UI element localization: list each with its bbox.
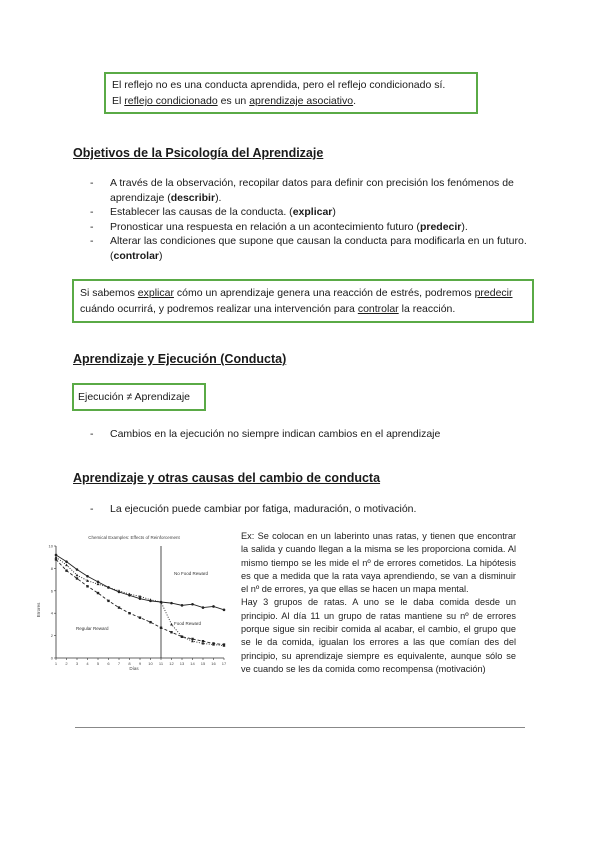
list-item: - Establecer las causas de la conducta. (explicar) [90,206,336,218]
underlined-term: reflejo condicionado [124,95,218,107]
x-tick-label: 2 [65,661,68,666]
data-point [118,606,120,608]
data-point [160,627,162,629]
data-point [107,600,109,602]
x-tick-label: 16 [211,661,216,666]
data-point [86,575,89,578]
list-item: - A través de la observación, recopilar datos para definir con precisión los fenómenos de aprendizaje (describir). [90,177,514,204]
chart-title: Chemical Examples: Effects of Reinforcement [88,535,180,540]
series-line-1 [56,555,224,610]
data-point [170,623,173,626]
x-tick-label: 17 [221,661,227,666]
divider [75,727,525,728]
data-point [55,558,57,560]
data-point [212,605,215,608]
data-point [202,606,205,609]
y-tick-label: 10 [48,543,53,549]
data-point [128,612,130,614]
data-point [86,585,88,587]
otras-causas-list [90,502,530,517]
section-title-otras-causas: Aprendizaje y otras causas del cambio de conducta [73,471,381,485]
x-tick-label: 10 [148,661,153,666]
learning-chart [34,530,234,695]
x-tick-label: 3 [75,661,79,666]
series-label-no-food: No Food Reward [174,571,209,576]
x-tick-label: 5 [96,661,100,666]
list-item: - La ejecución puede cambiar por fatiga, maduración, o motivación. [90,503,417,515]
example-paragraph-2: Hay 3 grupos de ratas. A uno se le daba comida desde un principio. Al día 11 un grupo de ratas mantiene su nº de errores porque sigue sin recibir comida al acabar, el cambio, el grupo que se le da comida, igualan los errores a las que comían des del principio, su aprendizaje siempre es equivalente, aunque sólo se ve cuando se les da comida como recompensa (motivación) [241,597,516,674]
data-point [191,603,194,606]
example-paragraph-1: Ex: Se colocan en un laberinto unas ratas, y tienen que encontrar la salida y cuando llegan a la misma se les proporciona comida. Al mismo tiempo se les mide el nº de errores cometidos. La hipótesis es que a medida que la rata vaya aprendiendo, se van a disminuir el nº de errores, ya que ellas se hacen un mapa mental. [241,531,516,595]
data-point [118,589,121,592]
y-tick-label: 4 [50,610,53,616]
example-text [241,530,516,676]
x-tick-label: 7 [117,661,121,666]
x-tick-label: 11 [158,661,164,666]
data-point [97,583,100,586]
y-tick-label: 2 [50,633,53,639]
x-tick-label: 15 [200,661,206,666]
data-point [97,592,99,594]
data-point [76,574,79,577]
ejecucion-box: Ejecución ≠ Aprendizaje [72,383,206,411]
data-point [170,602,173,605]
series-label-regular: Regular Reward [76,626,109,631]
data-point [65,569,67,571]
x-tick-label: 8 [128,661,131,666]
data-point [76,568,79,571]
definition-line-2: El reflejo condicionado es un aprendizaje asociativo. [112,95,357,107]
data-point [181,604,184,607]
x-tick-label: 13 [179,661,185,666]
data-point [223,609,226,612]
objetivos-list [90,176,530,263]
data-point [86,579,89,582]
y-tick-label: 8 [50,565,53,571]
y-axis-label: Errores [36,602,41,618]
x-tick-label: 14 [190,661,195,666]
list-item: - Alterar las condiciones que supone que causan la conducta para modificarla en un futuro. (controlar) [90,235,527,262]
list-item: - Cambios en la ejecución no siempre indican cambios en el aprendizaje [90,428,441,440]
data-point [149,621,151,623]
data-point [65,560,68,563]
y-tick-label: 6 [50,588,53,594]
control-box: Si sabemos explicar cómo un aprendizaje genera una reacción de estrés, podremos predecir cuándo ocurrirá, y podremos realizar una intervención para controlar la reacción. [72,279,534,323]
definition-line-1: El reflejo no es una conducta aprendida, pero el reflejo condicionado sí. [112,79,446,91]
x-tick-label: 1 [54,661,58,666]
x-tick-label: 12 [169,661,174,666]
data-point [149,598,152,601]
x-tick-label: 4 [86,661,89,666]
data-point [65,564,68,567]
data-point [170,631,172,633]
definition-box [104,72,478,114]
section-title-objetivos: Objetivos de la Psicología del Aprendizaje [73,146,324,160]
x-axis-label: Días [129,666,139,671]
x-tick-label: 9 [138,661,142,666]
data-point [139,597,142,600]
ejecucion-list [90,427,530,442]
learning-chart-figure [34,530,234,695]
x-tick-label: 6 [107,661,110,666]
data-point [76,577,78,579]
underlined-term: aprendizaje asociativo [249,95,354,107]
section-title-ejecucion: Aprendizaje y Ejecución (Conducta) [73,352,287,366]
list-item: - Pronosticar una respuesta en relación a un acontecimiento futuro (predecir). [90,220,468,233]
data-point [139,616,141,618]
y-tick-label: 0 [50,655,53,661]
series-label-food: Food Reward [174,621,202,626]
